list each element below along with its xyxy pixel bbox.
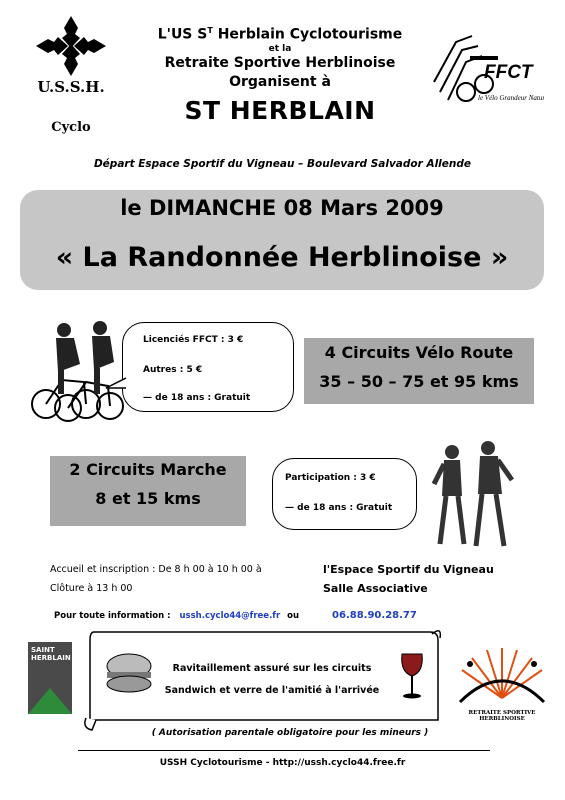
contact-line [54, 610, 514, 621]
reception-info [50, 560, 310, 598]
price-participation: Participation : 3 € [285, 473, 376, 483]
venue-name: l'Espace Sportif du Vigneau [323, 563, 494, 576]
contact-or: ou [287, 611, 300, 621]
velo-circuits-distances: 35 – 50 – 75 et 95 kms [319, 372, 519, 391]
ffct-logo-text: FFCT [484, 62, 533, 83]
reception-hours: Accueil et inscription : De 8 h 00 à 10 h 00 à [50, 564, 262, 575]
marche-circuits-distances: 8 et 15 kms [95, 489, 201, 508]
event-banner [20, 190, 544, 290]
retraite-sportive-logo [452, 640, 552, 722]
contact-phone: 06.88.90.28.77 [332, 610, 417, 621]
parental-authorisation-note: ( Autorisation parentale obligatoire pour les mineurs ) [151, 728, 429, 738]
footer-divider [78, 750, 490, 751]
ussh-logo [28, 14, 114, 138]
cross-icon [28, 14, 114, 84]
co-organizer-line: Retraite Sportive Herblinoise [164, 54, 396, 71]
ffct-logo [426, 22, 544, 120]
price-under-18: — de 18 ans : Gratuit [143, 393, 251, 403]
organisent-line: Organisent à [229, 73, 331, 90]
conjunction-line: et la [268, 43, 292, 54]
marche-circuits-box [50, 456, 246, 526]
refreshment-line-1: Ravitaillement assuré sur les circuits [172, 663, 372, 674]
footer-website: USSH Cyclotourisme - http://ussh.cyclo44.free.fr [159, 758, 406, 768]
contact-email-link[interactable]: ussh.cyclo44@free.fr [179, 611, 281, 621]
closing-time: Clôture à 13 h 00 [50, 583, 133, 594]
saint-herblain-logo [28, 642, 72, 714]
cyclists-logo-icon [426, 22, 544, 120]
price-autres: Autres : 5 € [143, 365, 203, 375]
marche-circuits-title: 2 Circuits Marche [69, 460, 227, 479]
price-under-18: — de 18 ans : Gratuit [285, 503, 393, 513]
bubble-tail-icon [104, 376, 128, 392]
cyclists-illustration-icon [28, 316, 128, 426]
refreshment-line-2: Sandwich et verre de l'amitié à l'arrivée [164, 685, 380, 696]
walkers-illustration-icon [424, 440, 522, 552]
ussh-logo-name: U.S.S.H. [37, 78, 105, 96]
header [120, 26, 440, 125]
velo-circuits-title: 4 Circuits Vélo Route [324, 343, 514, 362]
organizer-line: L'US $S^T$ Herblain Cyclotourisme [157, 26, 403, 43]
venue-info [323, 560, 523, 598]
departure-line: Départ Espace Sportif du Vigneau – Boulevard Salvador Allende [93, 158, 472, 170]
venue-room: Salle Associative [323, 582, 428, 595]
retraite-sportive-caption: RETRAITE SPORTIVE HERBLINOISE [468, 710, 536, 722]
ussh-logo-sub: Cyclo [51, 120, 91, 135]
refreshment-info [132, 658, 412, 702]
velo-circuits-box [304, 338, 534, 404]
event-title: « La Randonnée Herblinoise » [55, 242, 509, 273]
contact-label: Pour toute information : [54, 611, 171, 621]
ffct-tagline: le Vélo Grandeur Nature [478, 94, 544, 102]
price-licencies: Licenciés FFCT : 3 € [143, 335, 244, 345]
event-date: le DIMANCHE 08 Mars 2009 [120, 196, 444, 220]
sunburst-logo-icon [452, 640, 552, 710]
saint-herblain-logo-text: SAINT HERBLAIN [31, 646, 71, 662]
marche-price-bubble [272, 458, 417, 530]
velo-price-bubble [122, 322, 294, 412]
hill-icon [28, 678, 72, 714]
city-title: ST HERBLAIN [184, 95, 376, 125]
